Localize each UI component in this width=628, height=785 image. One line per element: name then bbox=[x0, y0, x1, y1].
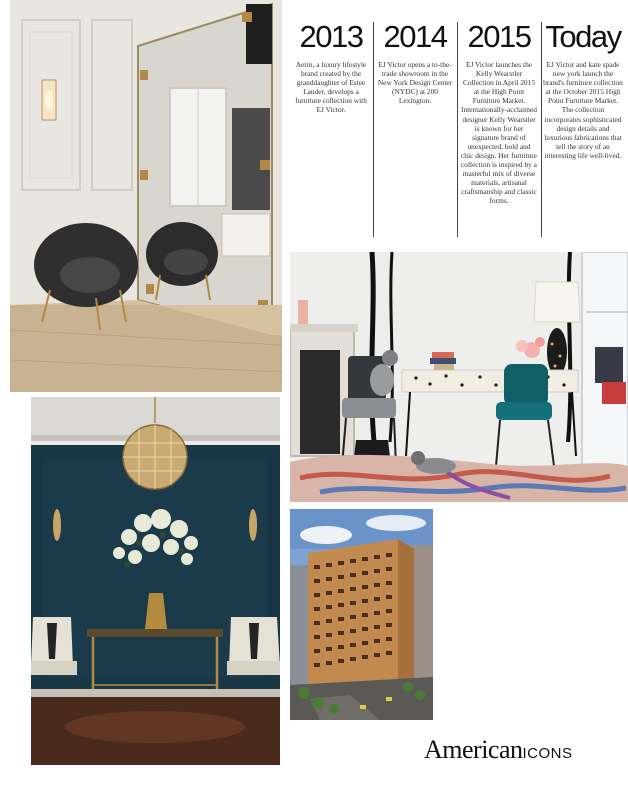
timeline-description: EJ Victor and kate spade new york launch the brand's furniture collection at the October 2015 High Point Furniture Market. The collection incorporates sophisticated design details and luxurious fabrications that tell the story of an interesting life well-lived. bbox=[543, 60, 623, 160]
timeline-description: EJ Victor opens a to-the-trade showroom in the New York Design Center (NYDC) at 200 Lexington. bbox=[377, 60, 453, 106]
timeline-description: EJ Victor launches the Kelly Wearstler Collection in April 2015 at the High Point Furniture Market. Internationally-acclaimed designer Kelly Wearstler is known for her signature brand of unexpected, bold and chic design. Her furniture collection is inspired by a masterful mix of diverse materials, artisanal craftsmanship and classic forms. bbox=[461, 60, 537, 206]
photo-new-york-building bbox=[290, 509, 433, 720]
timeline-year: 2013 bbox=[299, 19, 363, 54]
brand-timeline bbox=[290, 19, 623, 245]
timeline-year: Today bbox=[545, 19, 621, 54]
american-icons-logo bbox=[424, 735, 573, 765]
timeline-entry-2013 bbox=[290, 20, 372, 235]
timeline-entry-2014 bbox=[374, 20, 456, 235]
logo-sub-word: ICONS bbox=[522, 745, 573, 762]
logo-main-word: American bbox=[424, 735, 523, 764]
timeline-year: 2014 bbox=[383, 19, 447, 54]
timeline-entry-today bbox=[540, 20, 626, 235]
photo-navy-foyer-chandelier bbox=[31, 397, 280, 765]
timeline-description: Aerin, a luxury lifestyle brand created by the granddaughter of Estee Lauder, develops a furniture collection with EJ Victor. bbox=[295, 60, 367, 115]
photo-armchairs-mirror bbox=[10, 0, 282, 392]
photo-study-desk-dogs bbox=[290, 252, 628, 502]
timeline-entry-2015 bbox=[458, 20, 540, 235]
timeline-year: 2015 bbox=[467, 19, 531, 54]
